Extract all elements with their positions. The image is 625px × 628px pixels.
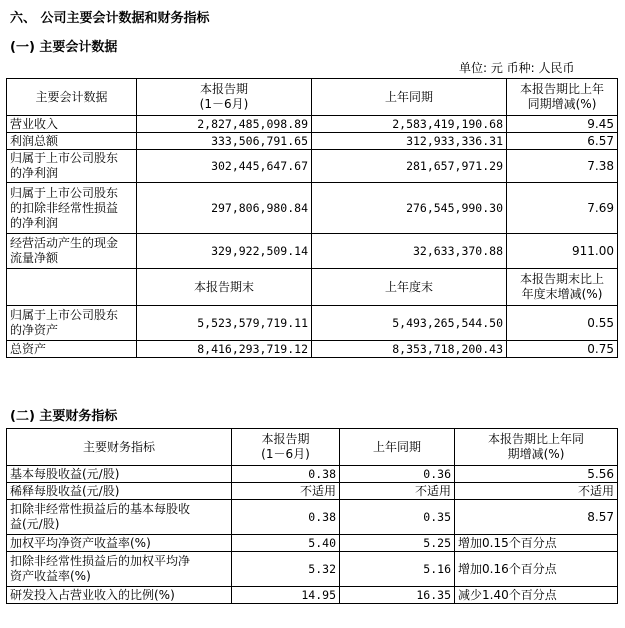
data-row-cell-1: 302,445,647.67 [137,150,312,183]
data-row-cell-1: 0.38 [232,500,340,535]
data-row-cell-2: 276,545,990.30 [312,183,507,234]
data-row-cell-3: 减少1.40个百分点 [455,587,618,604]
data-row-cell-3: 6.57 [507,133,618,150]
data-row [7,500,618,535]
data-row [7,183,618,234]
data-row-cell-3: 8.57 [455,500,618,535]
data-row-cell-3: 增加0.16个百分点 [455,552,618,587]
data-row-cell-1: 297,806,980.84 [137,183,312,234]
data-row-cell-1: 8,416,293,719.12 [137,341,312,358]
data-row-cell-0: 基本每股收益(元/股) [7,466,232,483]
data-row-cell-1: 5.40 [232,535,340,552]
header-row-cell-1: 本报告期末 [137,269,312,306]
header-row-cell-3: 本报告期末比上 年度末增减(%) [507,269,618,306]
header-row-cell-1: 本报告期 (1－6月) [232,429,340,466]
data-row-cell-1: 14.95 [232,587,340,604]
data-row-cell-3: 5.56 [455,466,618,483]
data-row-cell-0: 归属于上市公司股东 的扣除非经常性损益 的净利润 [7,183,137,234]
data-row-cell-3: 9.45 [507,116,618,133]
data-row-cell-2: 16.35 [340,587,455,604]
data-row-cell-1: 333,506,791.65 [137,133,312,150]
data-row-cell-2: 5.16 [340,552,455,587]
header-row-cell-3: 本报告期比上年同 期增减(%) [455,429,618,466]
data-row-cell-2: 5,493,265,544.50 [312,306,507,341]
data-row-cell-1: 0.38 [232,466,340,483]
data-row-cell-0: 研发投入占营业收入的比例(%) [7,587,232,604]
header-row-cell-0: 主要财务指标 [7,429,232,466]
data-row [7,587,618,604]
data-row-cell-2: 不适用 [340,483,455,500]
data-row-cell-2: 0.36 [340,466,455,483]
data-row [7,116,618,133]
data-row-cell-1: 2,827,485,098.89 [137,116,312,133]
data-row-cell-2: 312,933,336.31 [312,133,507,150]
data-row-cell-1: 329,922,509.14 [137,234,312,269]
subsection-title-financial: (二) 主要财务指标 [10,409,118,424]
data-row-cell-0: 总资产 [7,341,137,358]
data-row-cell-3: 增加0.15个百分点 [455,535,618,552]
data-row-cell-0: 归属于上市公司股东 的净资产 [7,306,137,341]
data-row [7,150,618,183]
data-row-cell-3: 0.55 [507,306,618,341]
subsection-title-accounting: (一) 主要会计数据 [10,40,118,55]
header-row-cell-2: 上年同期 [340,429,455,466]
data-row [7,133,618,150]
data-row-cell-3: 7.38 [507,150,618,183]
header-row-cell-1: 本报告期 (1－6月) [137,79,312,116]
data-row-cell-2: 2,583,419,190.68 [312,116,507,133]
header-row [7,429,618,466]
data-row-cell-0: 经营活动产生的现金 流量净额 [7,234,137,269]
data-row-cell-3: 911.00 [507,234,618,269]
accounting-data-table [6,78,618,358]
data-row-cell-2: 32,633,370.88 [312,234,507,269]
data-row-cell-2: 5.25 [340,535,455,552]
data-row-cell-3: 不适用 [455,483,618,500]
data-row-cell-0: 营业收入 [7,116,137,133]
section-title: 六、 公司主要会计数据和财务指标 [10,11,210,26]
data-row-cell-1: 不适用 [232,483,340,500]
header-row [7,269,618,306]
data-row-cell-0: 扣除非经常性损益后的基本每股收 益(元/股) [7,500,232,535]
data-row-cell-1: 5,523,579,719.11 [137,306,312,341]
header-row [7,79,618,116]
data-row-cell-2: 281,657,971.29 [312,150,507,183]
data-row [7,483,618,500]
data-row-cell-2: 0.35 [340,500,455,535]
data-row-cell-3: 0.75 [507,341,618,358]
data-row-cell-0: 利润总额 [7,133,137,150]
data-row-cell-2: 8,353,718,200.43 [312,341,507,358]
data-row [7,234,618,269]
data-row-cell-1: 5.32 [232,552,340,587]
header-row-cell-0: 主要会计数据 [7,79,137,116]
data-row [7,552,618,587]
data-row-cell-3: 7.69 [507,183,618,234]
unit-currency-line: 单位: 元 币种: 人民币 [459,61,575,75]
data-row-cell-0: 归属于上市公司股东 的净利润 [7,150,137,183]
data-row-cell-0: 扣除非经常性损益后的加权平均净 资产收益率(%) [7,552,232,587]
header-row-cell-2: 上年同期 [312,79,507,116]
header-row-cell-0 [7,269,137,306]
financial-indicators-table [6,428,618,604]
data-row [7,535,618,552]
header-row-cell-2: 上年度末 [312,269,507,306]
data-row [7,306,618,341]
data-row-cell-0: 稀释每股收益(元/股) [7,483,232,500]
data-row-cell-0: 加权平均净资产收益率(%) [7,535,232,552]
header-row-cell-3: 本报告期比上年 同期增减(%) [507,79,618,116]
data-row [7,466,618,483]
data-row [7,341,618,358]
